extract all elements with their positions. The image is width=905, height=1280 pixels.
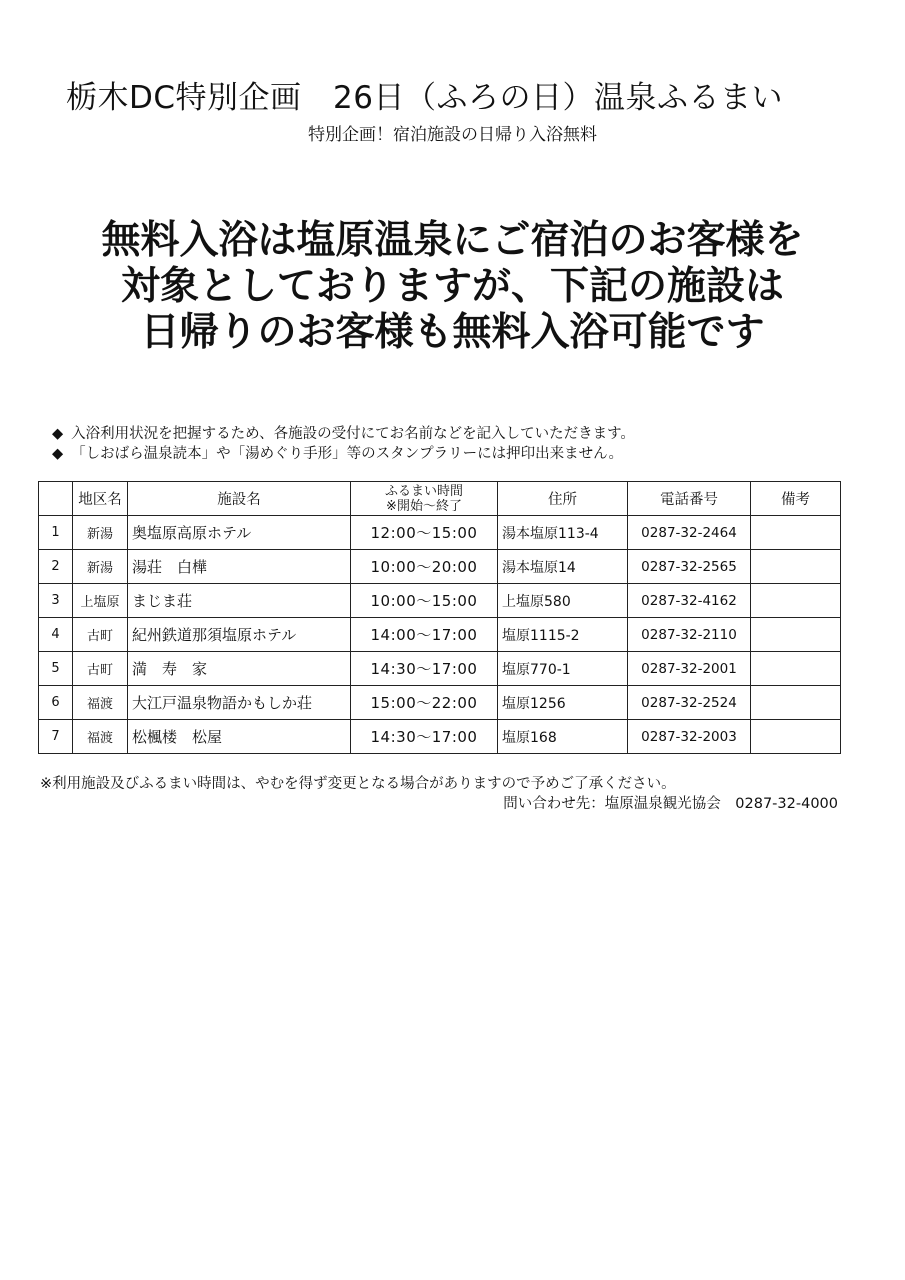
cell-area: 新湯 — [73, 516, 128, 550]
contact-info: 問い合わせ先：塩原温泉観光協会 0287-32-4000 — [503, 796, 838, 812]
notes-list — [52, 424, 635, 464]
headline-line: 無料入浴は塩原温泉にご宿泊のお客様を — [101, 218, 804, 263]
cell-name: まじま荘 — [128, 584, 351, 618]
cell-area: 新湯 — [73, 550, 128, 584]
cell-remarks — [751, 652, 841, 686]
header-hours-line1: ふるまい時間 — [384, 483, 463, 499]
table-row — [39, 618, 841, 652]
cell-phone: 0287-32-2524 — [628, 686, 751, 720]
header-hours-line2: ※開始～終了 — [386, 498, 462, 514]
cell-hours: 10:00～15:00 — [351, 584, 498, 618]
table-row — [39, 516, 841, 550]
cell-name: 松楓楼 松屋 — [128, 720, 351, 754]
cell-remarks — [751, 516, 841, 550]
table-row — [39, 652, 841, 686]
headline-line: 日帰りのお客様も無料入浴可能です — [140, 310, 765, 355]
cell-num: 2 — [39, 550, 73, 584]
cell-num: 7 — [39, 720, 73, 754]
cell-hours: 14:30～17:00 — [351, 652, 498, 686]
header-phone: 電話番号 — [628, 482, 751, 516]
cell-address: 塩原1115-2 — [498, 618, 628, 652]
table-row — [39, 686, 841, 720]
cell-remarks — [751, 584, 841, 618]
cell-num: 4 — [39, 618, 73, 652]
footnote: ※利用施設及びふるまい時間は、やむを得ず変更となる場合がありますので予めご了承ください。 — [40, 776, 676, 792]
cell-address: 塩原1256 — [498, 686, 628, 720]
cell-name: 奥塩原高原ホテル — [128, 516, 351, 550]
cell-num: 1 — [39, 516, 73, 550]
page-title: 栃木DC特別企画 26日（ふろの日）温泉ふるまい — [66, 80, 783, 116]
note-item — [52, 444, 635, 464]
cell-name: 満 寿 家 — [128, 652, 351, 686]
header-area: 地区名 — [73, 482, 128, 516]
table-row — [39, 720, 841, 754]
cell-num: 3 — [39, 584, 73, 618]
cell-address: 塩原168 — [498, 720, 628, 754]
header-remarks: 備考 — [751, 482, 841, 516]
cell-remarks — [751, 720, 841, 754]
note-text: 入浴利用状況を把握するため、各施設の受付にてお名前などを記入していただきます。 — [71, 426, 635, 442]
note-item — [52, 424, 635, 444]
note-text: 「しおばら温泉読本」や「湯めぐり手形」等のスタンプラリーには押印出来ません。 — [71, 446, 624, 462]
cell-hours: 15:00～22:00 — [351, 686, 498, 720]
cell-address: 湯本塩原14 — [498, 550, 628, 584]
headline-line: 対象としておりますが、下記の施設は — [120, 264, 784, 309]
cell-hours: 14:00～17:00 — [351, 618, 498, 652]
headline-message — [0, 218, 905, 356]
header-name: 施設名 — [128, 482, 351, 516]
header-num — [39, 482, 73, 516]
page-subtitle: 特別企画！宿泊施設の日帰り入浴無料 — [308, 125, 597, 145]
cell-name: 大江戸温泉物語かもしか荘 — [128, 686, 351, 720]
cell-address: 湯本塩原113-4 — [498, 516, 628, 550]
cell-hours: 12:00～15:00 — [351, 516, 498, 550]
cell-area: 福渡 — [73, 720, 128, 754]
cell-num: 5 — [39, 652, 73, 686]
cell-remarks — [751, 618, 841, 652]
header-address: 住所 — [498, 482, 628, 516]
cell-remarks — [751, 550, 841, 584]
cell-area: 上塩原 — [73, 584, 128, 618]
cell-phone: 0287-32-2464 — [628, 516, 751, 550]
cell-phone: 0287-32-2565 — [628, 550, 751, 584]
diamond-bullet-icon: ◆ — [52, 446, 64, 462]
diamond-bullet-icon: ◆ — [52, 426, 64, 442]
cell-phone: 0287-32-2003 — [628, 720, 751, 754]
facility-table — [38, 481, 841, 754]
cell-area: 古町 — [73, 652, 128, 686]
cell-name: 紀州鉄道那須塩原ホテル — [128, 618, 351, 652]
table-row — [39, 550, 841, 584]
cell-phone: 0287-32-4162 — [628, 584, 751, 618]
cell-phone: 0287-32-2110 — [628, 618, 751, 652]
cell-address: 上塩原580 — [498, 584, 628, 618]
cell-remarks — [751, 686, 841, 720]
cell-hours: 14:30～17:00 — [351, 720, 498, 754]
cell-hours: 10:00～20:00 — [351, 550, 498, 584]
table-row — [39, 584, 841, 618]
cell-address: 塩原770-1 — [498, 652, 628, 686]
cell-num: 6 — [39, 686, 73, 720]
cell-name: 湯荘 白樺 — [128, 550, 351, 584]
cell-area: 古町 — [73, 618, 128, 652]
cell-area: 福渡 — [73, 686, 128, 720]
header-hours — [351, 482, 498, 516]
table-header-row — [39, 482, 841, 516]
cell-phone: 0287-32-2001 — [628, 652, 751, 686]
